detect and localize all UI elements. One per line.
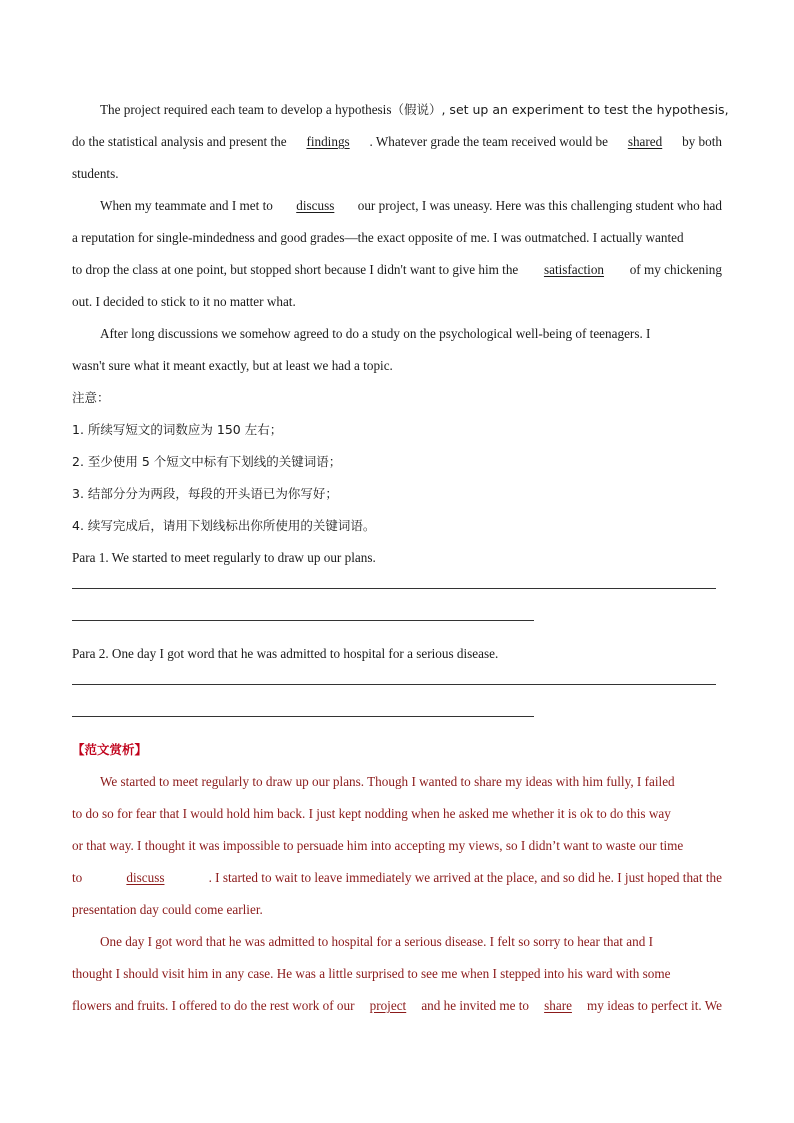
- text-run: my ideas to perfect it. We: [587, 998, 722, 1013]
- model-line: [72, 894, 722, 926]
- text-run: . Whatever grade the team received would be: [369, 134, 608, 149]
- text-run: . I started to wait to leave immediately we arrived at the place, and so did he. I just hoped that the: [208, 870, 722, 885]
- note-item: 2. 至少使用 5 个短文中标有下划线的关键词语；: [72, 454, 342, 469]
- document-page: [72, 94, 729, 1022]
- keyword-project: project: [369, 998, 407, 1013]
- rule: [72, 620, 534, 621]
- text-run: presentation day could come earlier.: [72, 902, 263, 917]
- story-line: [72, 94, 729, 126]
- keyword-findings: findings: [306, 134, 350, 149]
- text-run: and he invited me to: [421, 998, 529, 1013]
- text-run: One day I got word that he was admitted to hospital for a serious disease. I felt so sorry to hear that and I: [100, 934, 653, 949]
- rule: [72, 588, 716, 589]
- notes-heading: 注意：: [72, 390, 110, 405]
- story-line: [72, 286, 722, 318]
- model-line: [72, 862, 722, 894]
- keyword-share: share: [544, 998, 572, 1013]
- text-run: a reputation for single-mindedness and good grades—the exact opposite of me. I was outmatched. I actually wanted: [72, 230, 684, 245]
- note-item: 3. 结部分分为两段，每段的开头语已为你写好；: [72, 486, 338, 501]
- text-run: by both: [682, 134, 722, 149]
- story-line: [72, 350, 722, 382]
- note-item: 1. 所续写短文的词数应为 150 左右；: [72, 422, 283, 437]
- text-run: or that way. I thought it was impossible to persuade him into accepting my views, so I didn’t want to waste our time: [72, 838, 684, 853]
- model-line: [72, 926, 722, 958]
- text-run: After long discussions we somehow agreed to do a study on the psychological well-being of teenagers. I: [100, 326, 651, 341]
- model-title: 【范文赏析】: [72, 742, 148, 757]
- answer-line[interactable]: [72, 670, 722, 702]
- text-run: The project required each team to develop a hypothesis: [100, 102, 392, 117]
- story-line: [72, 126, 722, 158]
- keyword-shared: shared: [627, 134, 663, 149]
- model-line: [72, 766, 722, 798]
- text-run: wasn't sure what it meant exactly, but at least we had a topic.: [72, 358, 393, 373]
- text-run: to drop the class at one point, but stopped short because I didn't want to give him the: [72, 262, 519, 277]
- model-line: [72, 830, 722, 862]
- para2-prompt: Para 2. One day I got word that he was admitted to hospital for a serious disease.: [72, 646, 499, 661]
- answer-line[interactable]: [72, 574, 722, 606]
- model-line: [72, 798, 722, 830]
- para1-prompt: Para 1. We started to meet regularly to draw up our plans.: [72, 550, 376, 565]
- story-line: [72, 254, 722, 286]
- model-line: [72, 958, 722, 990]
- text-run: （假说）, set up an experiment to test the hypothesis,: [391, 102, 729, 117]
- text-run: thought I should visit him in any case. He was a little surprised to see me when I stepped into his ward with some: [72, 966, 671, 981]
- keyword-satisfaction: satisfaction: [543, 262, 605, 277]
- text-run: We started to meet regularly to draw up our plans. Though I wanted to share my ideas with him fully, I failed: [100, 774, 675, 789]
- model-line: [72, 990, 722, 1022]
- text-run: When my teammate and I met to: [100, 198, 273, 213]
- story-line: [72, 190, 722, 222]
- answer-line[interactable]: [72, 702, 722, 734]
- note-item: 4. 续写完成后，请用下划线标出你所使用的关键词语。: [72, 518, 376, 533]
- text-run: to: [72, 870, 83, 885]
- keyword-discuss: discuss: [126, 870, 165, 885]
- text-run: our project, I was uneasy. Here was this challenging student who had: [357, 198, 722, 213]
- rule: [72, 716, 534, 717]
- text-run: of my chickening: [629, 262, 722, 277]
- story-line: [72, 158, 722, 190]
- story-line: [72, 318, 722, 350]
- text-run: to do so for fear that I would hold him back. I just kept nodding when he asked me whether it is ok to do this way: [72, 806, 671, 821]
- story-line: [72, 222, 722, 254]
- answer-line[interactable]: [72, 606, 722, 638]
- text-run: flowers and fruits. I offered to do the rest work of our: [72, 998, 355, 1013]
- text-run: out. I decided to stick to it no matter what.: [72, 294, 296, 309]
- keyword-discuss: discuss: [296, 198, 335, 213]
- rule: [72, 684, 716, 685]
- text-run: do the statistical analysis and present the: [72, 134, 287, 149]
- text-run: students.: [72, 166, 119, 181]
